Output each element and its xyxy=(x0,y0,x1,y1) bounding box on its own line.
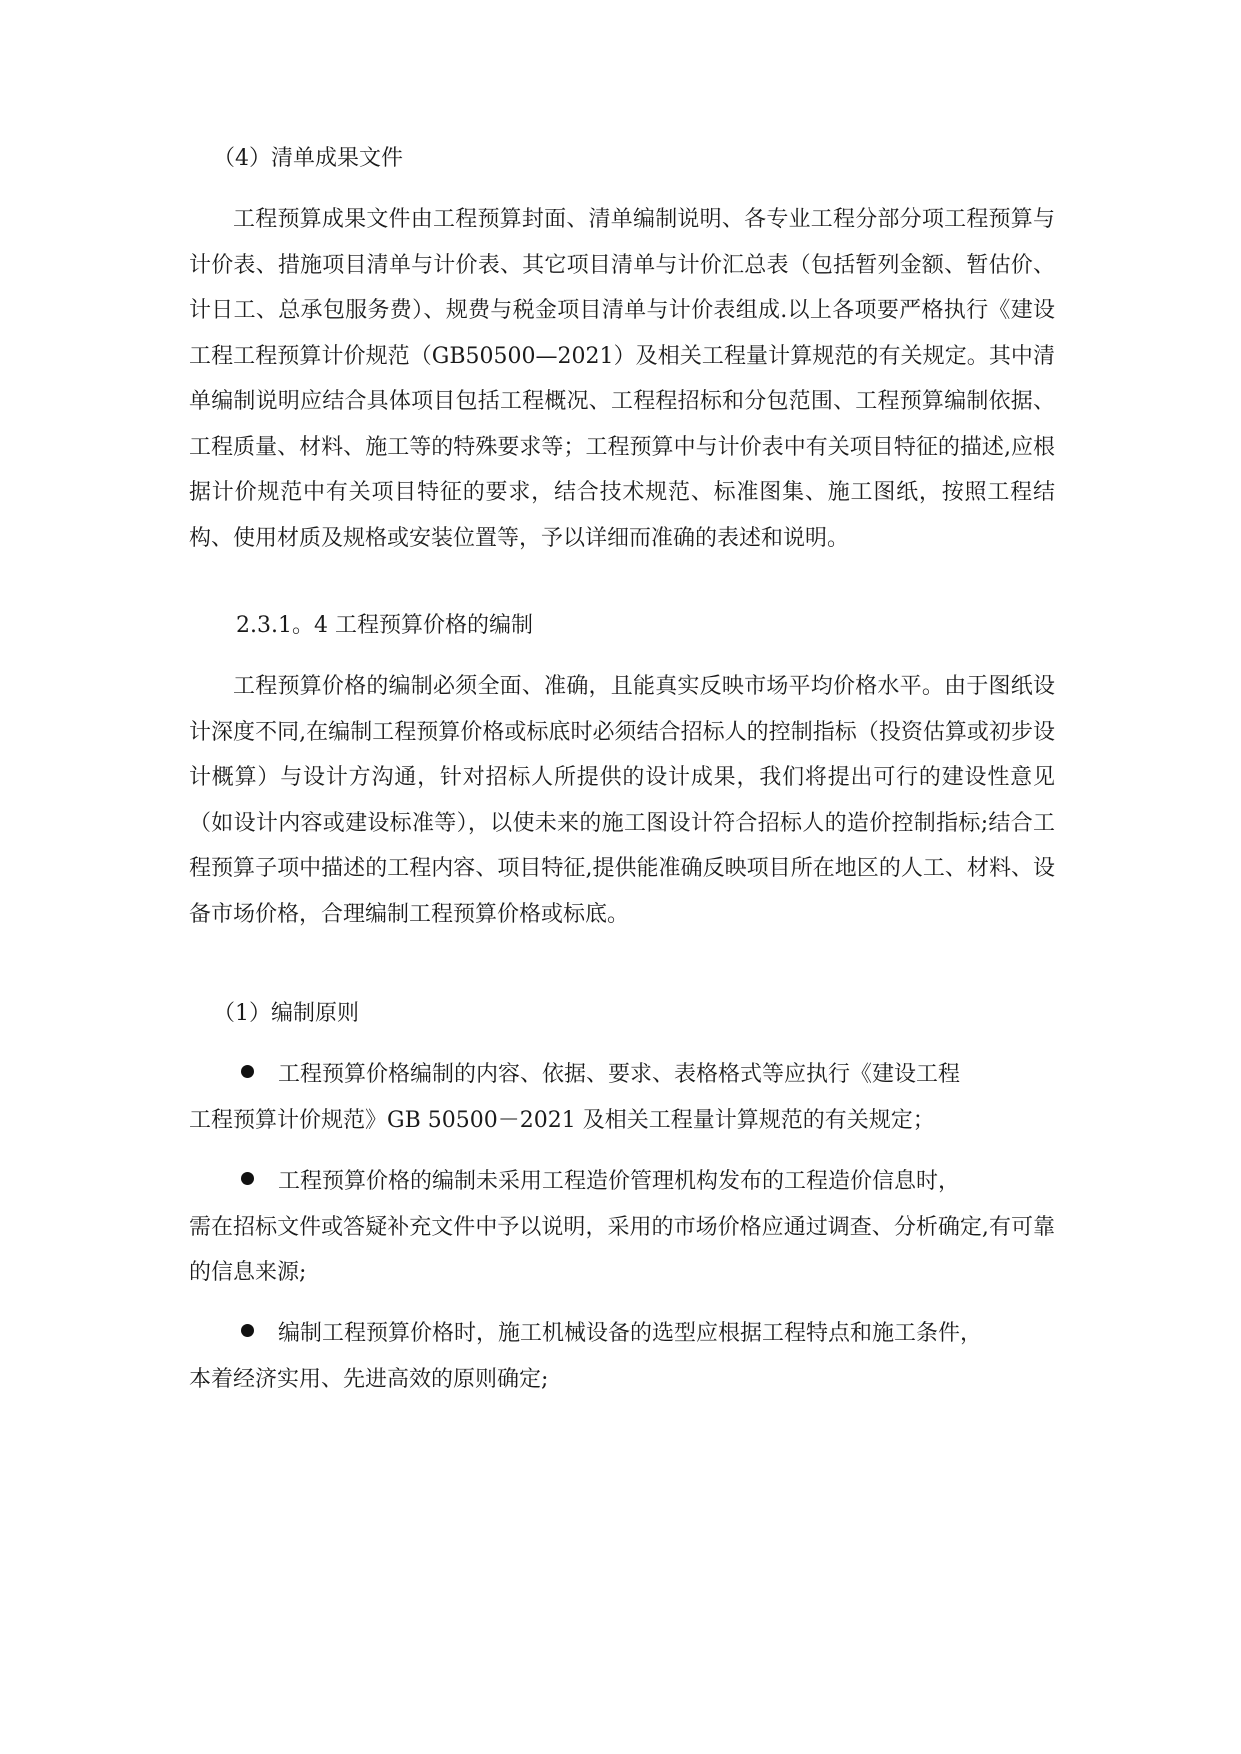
section-heading-clearance-results: （4）清单成果文件 xyxy=(213,146,403,171)
list-item-text-first-line: 工程预算价格的编制未采用工程造价管理机构发布的工程造价信息时， xyxy=(278,1169,961,1194)
list-item-text-first-line: 工程预算价格编制的内容、依据、要求、表格格式等应执行《建设工程 xyxy=(278,1062,961,1087)
bullet-icon xyxy=(241,1065,254,1078)
section-heading-price-compilation: 2.3.1。4 工程预算价格的编制 xyxy=(236,613,533,638)
list-item xyxy=(189,1052,1055,1143)
section-heading-principles: （1）编制原则 xyxy=(213,1001,359,1026)
list-item xyxy=(189,1311,1055,1402)
list-item-text-rest: 工程预算计价规范》GB 50500－2021 及相关工程量计算规范的有关规定； xyxy=(189,1107,935,1133)
list-item-text-rest: 需在招标文件或答疑补充文件中予以说明，采用的市场价格应通过调查、分析确定,有可靠的信息来源; xyxy=(189,1214,1055,1285)
bullet-icon xyxy=(241,1172,254,1185)
list-item xyxy=(189,1159,1055,1296)
paragraph-price-compilation: 工程预算价格的编制必须全面、准确，且能真实反映市场平均价格水平。由于图纸设计深度不同,在编制工程预算价格或标底时必须结合招标人的控制指标（投资估算或初步设计概算）与设计方沟通，针对招标人所提供的设计成果，我们将提出可行的建设性意见（如设计内容或建设标准等），以使未来的施工图设计符合招标人的造价控制指标;结合工程预算子项中描述的工程内容、项目特征,提供能准确反映项目所在地区的人工、材料、设备市场价格，合理编制工程预算价格或标底。 xyxy=(189,674,1055,927)
bullet-icon xyxy=(241,1324,254,1337)
list-item-text-rest: 本着经济实用、先进高效的原则确定; xyxy=(189,1366,549,1392)
list-item-text-first-line: 编制工程预算价格时，施工机械设备的选型应根据工程特点和施工条件， xyxy=(278,1321,983,1346)
paragraph-results-files: 工程预算成果文件由工程预算封面、清单编制说明、各专业工程分部分项工程预算与计价表、措施项目清单与计价表、其它项目清单与计价汇总表（包括暂列金额、暂估价、计日工、总承包服务费）、规费与税金项目清单与计价表组成.以上各项要严格执行《建设工程工程预算计价规范（GB50500—2021）及相关工程量计算规范的有关规定。其中清单编制说明应结合具体项目包括工程概况、工程程招标和分包范围、工程预算编制依据、工程质量、材料、施工等的特殊要求等；工程预算中与计价表中有关项目特征的描述,应根据计价规范中有关项目特征的要求，结合技术规范、标准图集、施工图纸，按照工程结构、使用材质及规格或安装位置等，予以详细而准确的表述和说明。 xyxy=(189,207,1055,551)
